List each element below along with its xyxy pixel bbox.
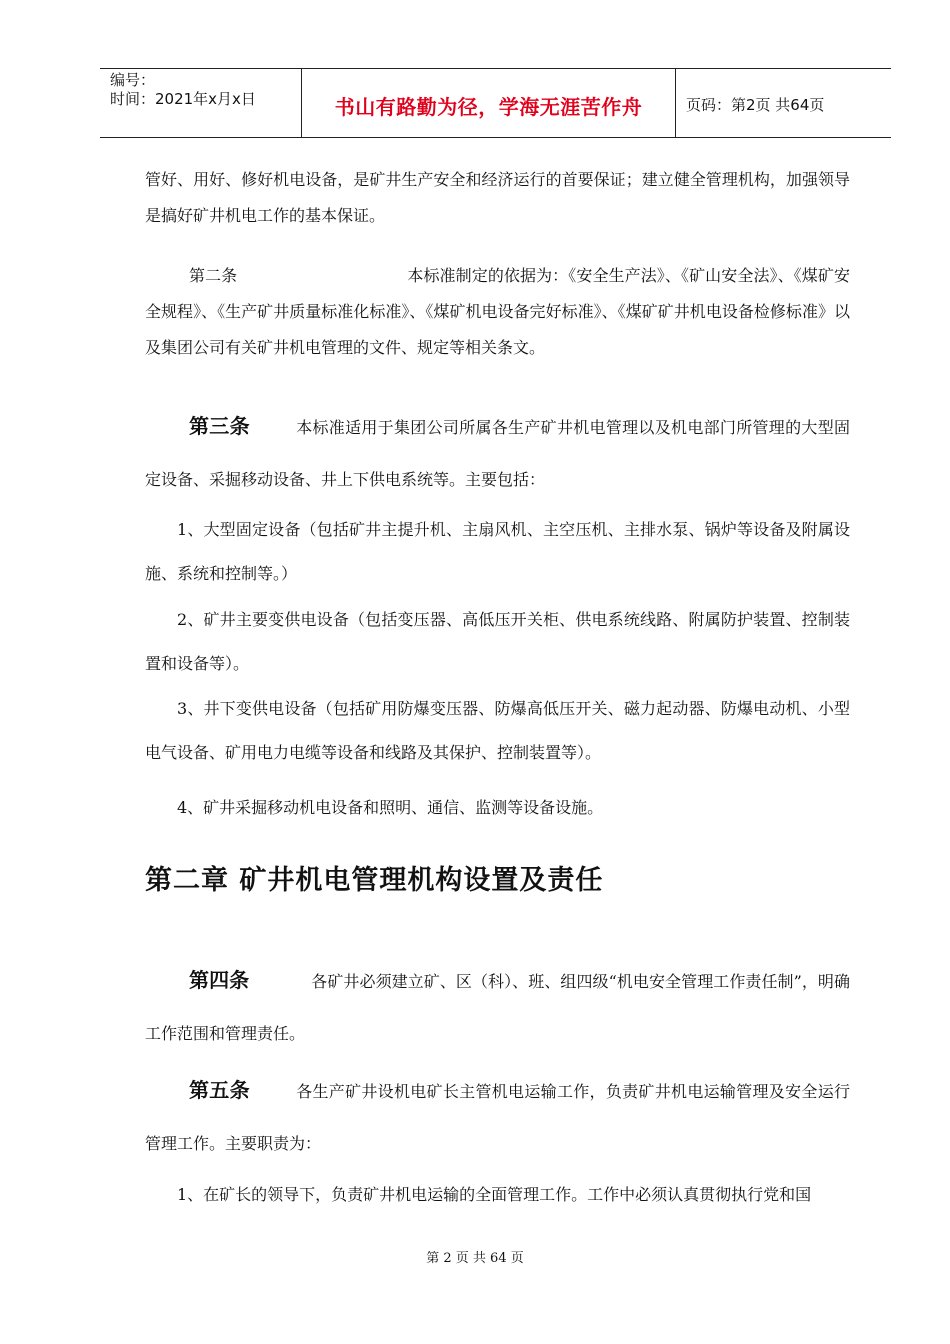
article-3-text: 本标准适用于集团公司所属各生产矿井机电管理以及机电部门所管理的大型固定设备、采掘移动设备、井上下供电系统等。主要包括： (145, 418, 850, 489)
article-2-title: 第二条 (189, 266, 238, 285)
list-item-2-text: 2、矿井主要变供电设备（包括变压器、高低压开关柜、供电系统线路、附属防护装置、控制装置和设备等）。 (145, 610, 850, 673)
article-4-title: 第四条 (189, 968, 250, 992)
duty-item-1 (145, 1173, 850, 1217)
list-item-3 (145, 687, 850, 775)
number-label: 编号： (110, 71, 156, 89)
paragraph-intro: 管好、用好、修好机电设备，是矿井生产安全和经济运行的首要保证；建立健全管理机构，加强领导是搞好矿井机电工作的基本保证。 (145, 170, 850, 225)
page-header (100, 68, 891, 138)
duty-item-1-text: 1、在矿长的领导下，负责矿井机电运输的全面管理工作。工作中必须认真贯彻执行党和国 (177, 1185, 812, 1204)
article-4-text: 各矿井必须建立矿、区（科）、班、组四级“机电安全管理工作责任制”，明确工作范围和管理责任。 (145, 972, 850, 1043)
list-item-4-text: 4、矿井采掘移动机电设备和照明、通信、监测等设备设施。 (177, 798, 604, 817)
article-5-title: 第五条 (189, 1078, 250, 1102)
time-label: 时间：2021年x月x日 (110, 90, 256, 108)
header-info-cell (100, 69, 301, 137)
list-item-3-text: 3、井下变供电设备（包括矿用防爆变压器、防爆高低压开关、磁力起动器、防爆电动机、小型电气设备、矿用电力电缆等设备和线路及其保护、控制装置等）。 (145, 699, 850, 762)
header-page-number: 页码：第2页 共64页 (686, 96, 825, 114)
list-item-1-text: 1、大型固定设备（包括矿井主提升机、主扇风机、主空压机、主排水泵、锅炉等设备及附属设施、系统和控制等。） (145, 520, 850, 583)
list-item-2 (145, 598, 850, 686)
article-4 (145, 954, 850, 1060)
chapter-heading: 第二章 矿井机电管理机构设置及责任 (145, 865, 604, 896)
article-5 (145, 1064, 850, 1170)
header-motto: 书山有路勤为径，学海无涯苦作舟 (301, 69, 676, 137)
page-footer: 第 2 页 共 64 页 (426, 1251, 524, 1266)
article-5-text: 各生产矿井设机电矿长主管机电运输工作，负责矿井机电运输管理及安全运行管理工作。主要职责为： (145, 1082, 850, 1153)
article-2-text: 本标准制定的依据为：《安全生产法》、《矿山安全法》、《煤矿安全规程》、《生产矿井质量标准化标准》、《煤矿机电设备完好标准》、《煤矿矿井机电设备检修标准》以及集团公司有关矿井机电管理的文件、规定等相关条文。 (145, 266, 850, 357)
article-3 (145, 400, 850, 506)
list-item-4 (145, 786, 850, 830)
article-3-title: 第三条 (189, 414, 250, 438)
article-2 (145, 258, 850, 366)
list-item-1 (145, 508, 850, 596)
